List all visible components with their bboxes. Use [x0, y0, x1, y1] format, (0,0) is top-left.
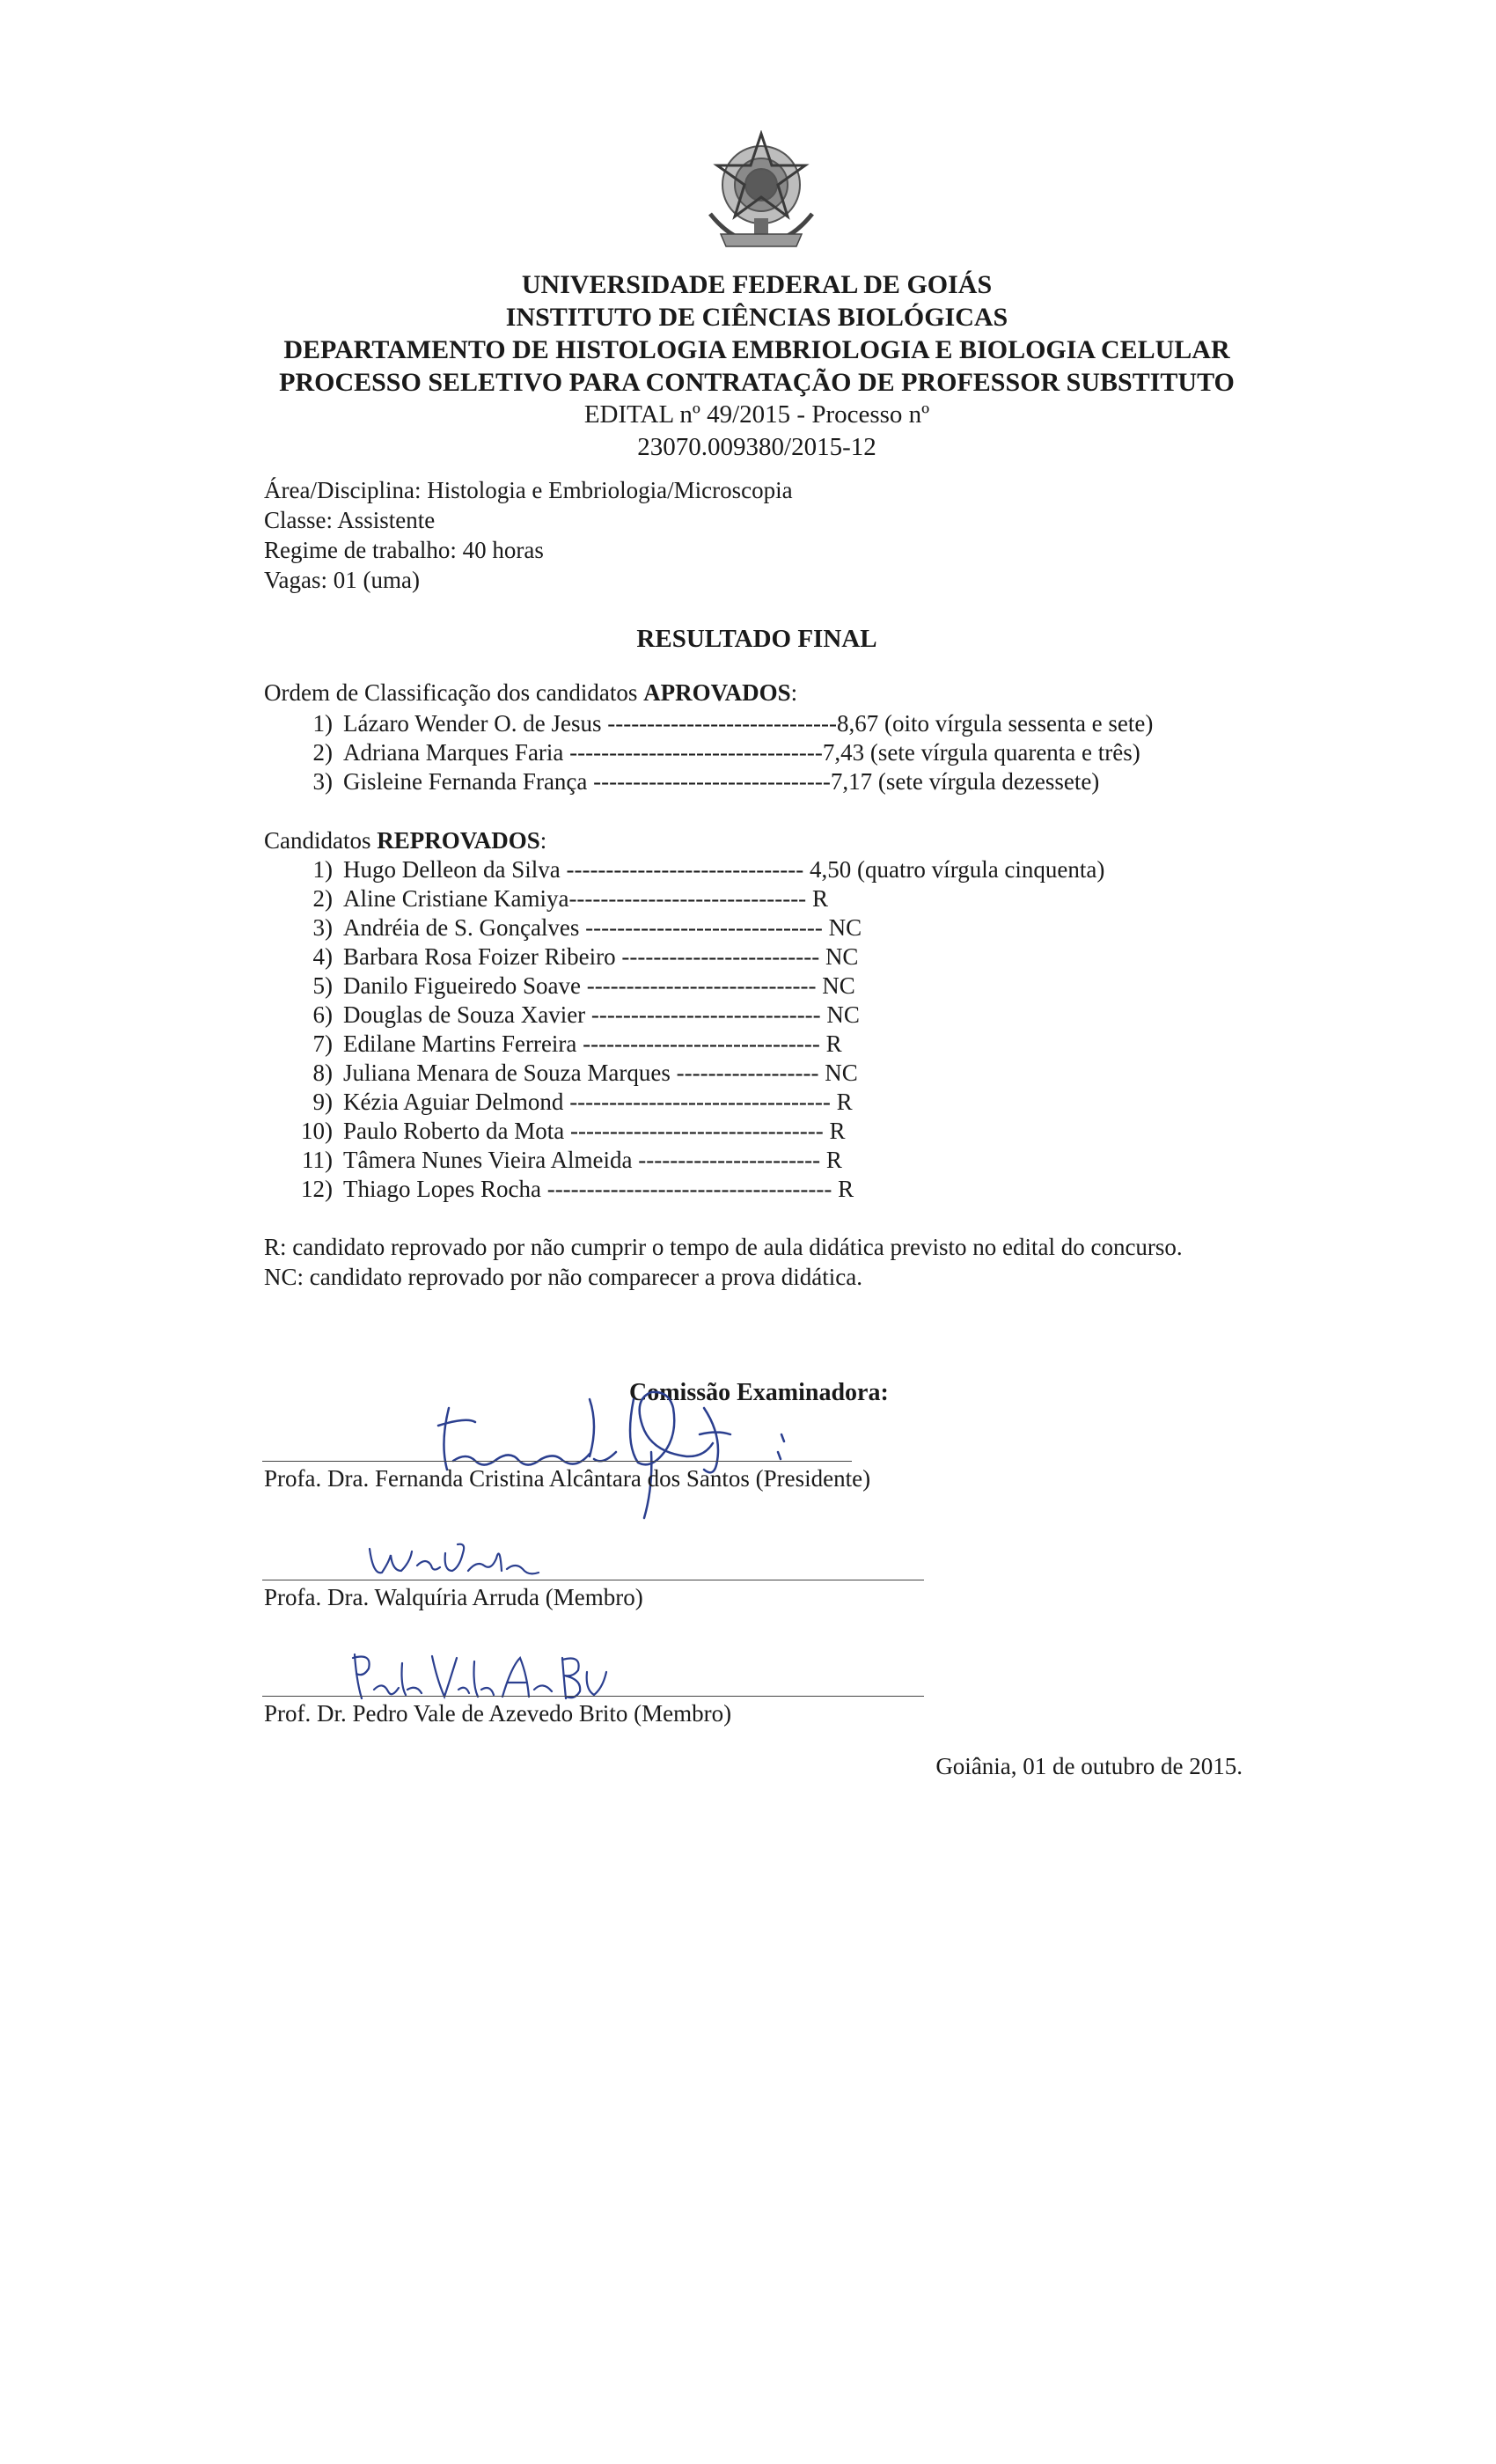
r-note: R: candidato reprovado por não cumprir o tempo de aula didática previsto no edital do concurso. [264, 1234, 1183, 1260]
approved-heading [264, 679, 797, 707]
candidate-name: Edilane Martins Ferreira [343, 1030, 577, 1057]
approved-intro-end: : [790, 679, 798, 706]
committee-member-walquiria: Profa. Dra. Walquíria Arruda (Membro) [264, 1584, 643, 1610]
candidate-name: Andréia de S. Gonçalves [343, 914, 580, 941]
candidate-result: 4,50 (quatro vírgula cinquenta) [809, 856, 1105, 883]
committee-member-pedro: Prof. Dr. Pedro Vale de Azevedo Brito (Membro) [264, 1700, 732, 1727]
dash-leader: ------------------------------ [585, 914, 823, 941]
dash-leader: ------------------ [676, 1060, 819, 1086]
dash-leader: ------------------------------ [593, 768, 831, 795]
candidate-score: 7,17 (sete vírgula dezessete) [830, 768, 1100, 795]
result-title: RESULTADO FINAL [636, 625, 877, 653]
list-item: 8) Juliana Menara de Souza Marques ------------------ NC [312, 1060, 858, 1086]
dash-leader: ----------------------------- [590, 1001, 821, 1028]
candidate-name: Lázaro Wender O. de Jesus [343, 710, 602, 737]
candidate-result: R [829, 1118, 846, 1144]
failed-list [290, 855, 1104, 1204]
dash-leader: ------------------------------------ [546, 1176, 832, 1202]
process-title: PROCESSO SELETIVO PARA CONTRATAÇÃO DE PROFESSOR SUBSTITUTO [279, 368, 1235, 397]
candidate-result: NC [822, 972, 855, 999]
vacancies: Vagas: 01 (uma) [264, 567, 420, 593]
list-item: 2) Adriana Marques Faria -------------------------------- 7,43 (sete vírgula quarenta e três) [312, 739, 1140, 766]
candidate-result: NC [828, 914, 862, 941]
candidate-name: Hugo Delleon da Silva [343, 856, 561, 883]
candidate-result: R [825, 1030, 842, 1057]
nc-note: NC: candidato reprovado por não comparecer a prova didática. [264, 1264, 862, 1290]
list-item: 4) Barbara Rosa Foizer Ribeiro ------------------------- NC [312, 943, 859, 970]
candidate-name: Paulo Roberto da Mota [343, 1118, 565, 1144]
signature-walquiria [361, 1536, 554, 1588]
list-item: 10) Paulo Roberto da Mota -------------------------------- R [301, 1118, 846, 1144]
signature-line [262, 1461, 852, 1462]
approved-list [290, 709, 1153, 796]
candidate-result: NC [826, 1001, 860, 1028]
candidate-name: Danilo Figueiredo Soave [343, 972, 581, 999]
brazil-coat-of-arms-emblem [700, 130, 823, 258]
list-item: 1) Hugo Delleon da Silva ------------------------------ 4,50 (quatro vírgula cinquenta) [312, 856, 1105, 883]
signature-line [262, 1696, 924, 1697]
candidate-name: Adriana Marques Faria [343, 739, 564, 766]
candidate-result: NC [825, 943, 859, 970]
dash-leader: --------------------------------- [569, 1089, 831, 1115]
list-item: 3) Gisleine Fernanda França ------------------------------ 7,17 (sete vírgula dezessete) [312, 768, 1100, 795]
dash-leader: -------------------------------- [569, 739, 823, 766]
area-discipline: Área/Disciplina: Histologia e Embriologia/Microscopia [264, 477, 793, 503]
candidate-result: R [838, 1176, 854, 1202]
candidate-name: Aline Cristiane Kamiya [343, 885, 569, 912]
department-name: DEPARTAMENTO DE HISTOLOGIA EMBRIOLOGIA E BIOLOGIA CELULAR [283, 335, 1230, 364]
failed-intro-end: : [539, 827, 547, 854]
dash-leader: ------------------------- [621, 943, 820, 970]
dash-leader: ----------------------- [638, 1147, 821, 1173]
document-header [220, 268, 1294, 464]
dash-leader: ------------------------------ [583, 1030, 820, 1057]
document-date: Goiânia, 01 de outubro de 2015. [935, 1753, 1243, 1779]
candidate-name: Thiago Lopes Rocha [343, 1176, 541, 1202]
list-item: 6) Douglas de Souza Xavier ----------------------------- NC [312, 1001, 860, 1028]
list-item: 1) Lázaro Wender O. de Jesus ----------------------------- 8,67 (oito vírgula sessenta e sete) [312, 710, 1154, 737]
list-item: 11) Tâmera Nunes Vieira Almeida ----------------------- R [302, 1147, 842, 1173]
signature-pedro [348, 1646, 612, 1707]
legend-notes [264, 1232, 1245, 1292]
dash-leader: ----------------------------- [586, 972, 817, 999]
dash-leader: ----------------------------- [607, 710, 837, 737]
candidate-name: Kézia Aguiar Delmond [343, 1089, 564, 1115]
candidate-name: Juliana Menara de Souza Marques [343, 1060, 671, 1086]
list-item: 2) Aline Cristiane Kamiya ------------------------------ R [312, 885, 828, 912]
failed-intro: Candidatos [264, 827, 378, 854]
dash-leader: ------------------------------ [566, 856, 804, 883]
candidate-name: Douglas de Souza Xavier [343, 1001, 586, 1028]
class-line: Classe: Assistente [264, 507, 436, 533]
candidate-result: NC [825, 1060, 858, 1086]
edital-line: EDITAL nº 49/2015 - Processo nº [583, 400, 930, 429]
process-number: 23070.009380/2015-12 [637, 433, 876, 461]
committee-member-president: Profa. Dra. Fernanda Cristina Alcântara dos Santos (Presidente) [264, 1465, 871, 1492]
candidate-name: Gisleine Fernanda França [343, 768, 588, 795]
list-item: 5) Danilo Figueiredo Soave ----------------------------- NC [312, 972, 855, 999]
position-info [264, 475, 793, 595]
candidate-score: 8,67 (oito vírgula sessenta e sete) [836, 710, 1154, 737]
work-regime: Regime de trabalho: 40 horas [264, 537, 544, 563]
approved-keyword: APROVADOS [643, 679, 791, 706]
candidate-result: R [811, 885, 828, 912]
candidate-result: R [825, 1147, 842, 1173]
dash-leader: -------------------------------- [569, 1118, 824, 1144]
approved-intro: Ordem de Classificação dos candidatos [264, 679, 644, 706]
list-item: 9) Kézia Aguiar Delmond --------------------------------- R [312, 1089, 853, 1115]
list-item: 12) Thiago Lopes Rocha ------------------------------------ R [301, 1176, 854, 1202]
candidate-result: R [836, 1089, 853, 1115]
institute-name: INSTITUTO DE CIÊNCIAS BIOLÓGICAS [505, 303, 1008, 332]
candidate-name: Tâmera Nunes Vieira Almeida [343, 1147, 633, 1173]
list-item: 7) Edilane Martins Ferreira ------------------------------ R [312, 1030, 842, 1057]
failed-keyword: REPROVADOS [377, 827, 540, 854]
signature-fernanda [414, 1373, 818, 1527]
candidate-score: 7,43 (sete vírgula quarenta e três) [822, 739, 1140, 766]
university-name: UNIVERSIDADE FEDERAL DE GOIÁS [521, 270, 993, 299]
dash-leader: ------------------------------ [568, 885, 807, 912]
candidate-name: Barbara Rosa Foizer Ribeiro [343, 943, 616, 970]
failed-heading [264, 827, 546, 854]
committee-title: Comissão Examinadora: [629, 1379, 889, 1406]
list-item: 3) Andréia de S. Gonçalves ------------------------------ NC [312, 914, 862, 941]
